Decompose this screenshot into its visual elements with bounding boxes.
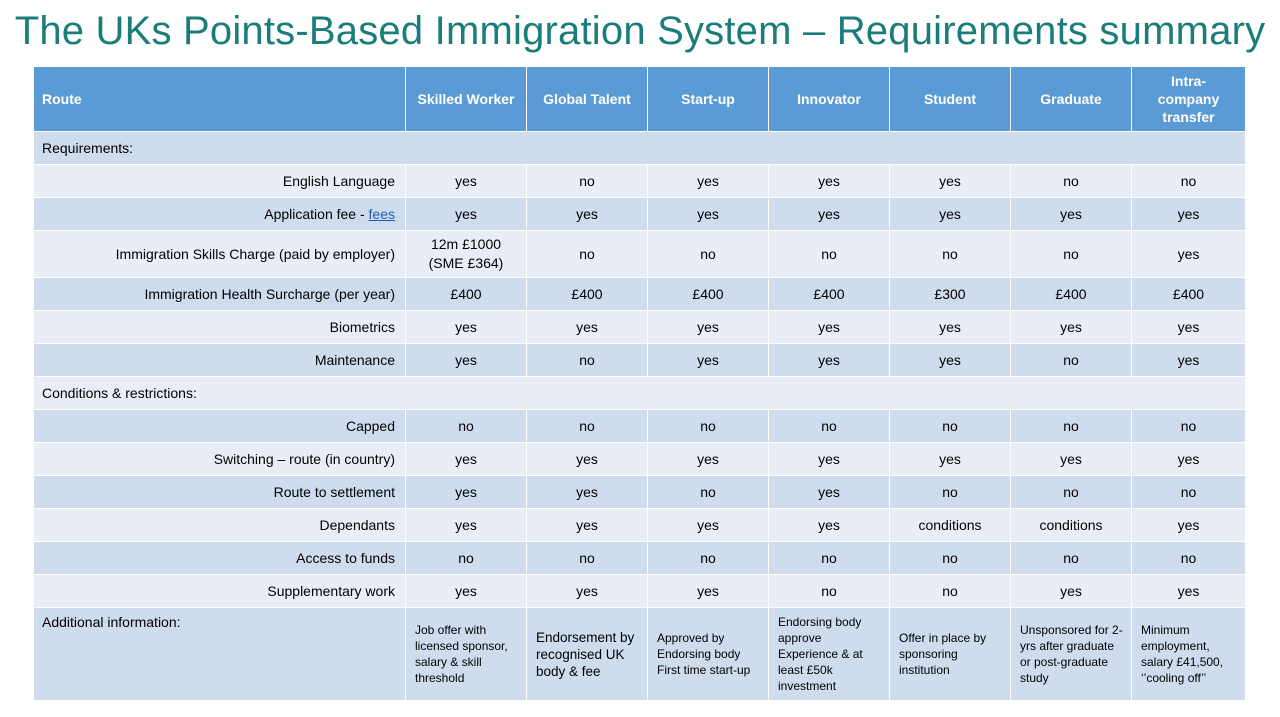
table-cell: yes bbox=[648, 198, 769, 231]
table-row-access-to-funds bbox=[34, 542, 1246, 575]
table-cell: no bbox=[527, 231, 648, 278]
row-label: Route to settlement bbox=[34, 476, 406, 509]
table-cell: yes bbox=[648, 509, 769, 542]
row-label: Capped bbox=[34, 410, 406, 443]
table-cell: yes bbox=[406, 344, 527, 377]
table-row-capped bbox=[34, 410, 1246, 443]
table-cell: yes bbox=[648, 165, 769, 198]
table-cell: no bbox=[769, 542, 890, 575]
row-label: Supplementary work bbox=[34, 575, 406, 608]
table-cell: yes bbox=[1132, 509, 1246, 542]
table-cell: yes bbox=[1132, 231, 1246, 278]
info-cell: Approved by Endorsing body First time start-up bbox=[648, 608, 769, 701]
cell-line: (SME £364) bbox=[428, 255, 504, 271]
table-cell: no bbox=[890, 542, 1011, 575]
table-cell: no bbox=[1132, 410, 1246, 443]
table-cell: yes bbox=[1011, 575, 1132, 608]
table-cell: yes bbox=[890, 344, 1011, 377]
table-cell: no bbox=[769, 231, 890, 278]
table-row-additional-information bbox=[34, 608, 1246, 701]
table-row-health-surcharge bbox=[34, 278, 1246, 311]
table-cell: no bbox=[1132, 476, 1246, 509]
table-row-immigration-skills-charge bbox=[34, 231, 1246, 278]
table-cell: yes bbox=[769, 476, 890, 509]
section-row-requirements bbox=[34, 132, 1246, 165]
table-cell: yes bbox=[527, 198, 648, 231]
table-cell: yes bbox=[769, 509, 890, 542]
table-cell: yes bbox=[527, 575, 648, 608]
section-title: Conditions & restrictions: bbox=[34, 377, 1246, 410]
table-cell: yes bbox=[527, 311, 648, 344]
row-label: Biometrics bbox=[34, 311, 406, 344]
table-cell: no bbox=[1132, 542, 1246, 575]
table-cell: yes bbox=[1011, 198, 1132, 231]
info-cell: Unsponsored for 2-yrs after graduate or post-graduate study bbox=[1011, 608, 1132, 701]
table-cell: yes bbox=[890, 443, 1011, 476]
table-cell: £400 bbox=[769, 278, 890, 311]
header-innovator: Innovator bbox=[769, 67, 890, 132]
row-label: English Language bbox=[34, 165, 406, 198]
section-title: Requirements: bbox=[34, 132, 1246, 165]
row-label: Switching – route (in country) bbox=[34, 443, 406, 476]
table-cell: yes bbox=[406, 165, 527, 198]
table-cell: yes bbox=[769, 198, 890, 231]
table-row-english-language bbox=[34, 165, 1246, 198]
table-cell: no bbox=[769, 410, 890, 443]
requirements-table bbox=[33, 66, 1246, 701]
table-cell: yes bbox=[406, 443, 527, 476]
table-cell: no bbox=[648, 410, 769, 443]
table-cell: yes bbox=[406, 311, 527, 344]
table-cell: no bbox=[890, 476, 1011, 509]
info-cell: Endorsing body approve Experience & at least £50k investment bbox=[769, 608, 890, 701]
table-row-switching bbox=[34, 443, 1246, 476]
table-cell: conditions bbox=[890, 509, 1011, 542]
table-cell: yes bbox=[890, 311, 1011, 344]
table-cell: yes bbox=[406, 575, 527, 608]
table-cell: yes bbox=[1011, 311, 1132, 344]
table-row-route-to-settlement bbox=[34, 476, 1246, 509]
table-cell: no bbox=[648, 231, 769, 278]
info-cell: Job offer with licensed sponsor, salary & skill threshold bbox=[406, 608, 527, 701]
row-label: Immigration Health Surcharge (per year) bbox=[34, 278, 406, 311]
table-cell: yes bbox=[527, 509, 648, 542]
table-cell: £400 bbox=[1132, 278, 1246, 311]
table-cell: no bbox=[1011, 542, 1132, 575]
table-cell: yes bbox=[1132, 311, 1246, 344]
table-cell: no bbox=[527, 542, 648, 575]
table-cell: yes bbox=[648, 311, 769, 344]
table-cell: no bbox=[890, 410, 1011, 443]
table-cell: yes bbox=[769, 311, 890, 344]
table-row-biometrics bbox=[34, 311, 1246, 344]
table-cell bbox=[406, 231, 527, 278]
info-cell: Endorsement by recognised UK body & fee bbox=[527, 608, 648, 701]
table-cell: no bbox=[1011, 410, 1132, 443]
table-cell: yes bbox=[1132, 344, 1246, 377]
table-cell: yes bbox=[1132, 443, 1246, 476]
table-cell: yes bbox=[406, 198, 527, 231]
header-graduate: Graduate bbox=[1011, 67, 1132, 132]
table-cell: yes bbox=[769, 165, 890, 198]
header-global-talent: Global Talent bbox=[527, 67, 648, 132]
row-label: Access to funds bbox=[34, 542, 406, 575]
table-cell: no bbox=[1011, 231, 1132, 278]
table-cell: yes bbox=[769, 344, 890, 377]
row-label: Immigration Skills Charge (paid by employer) bbox=[34, 231, 406, 278]
info-cell: Minimum employment, salary £41,500, ‘’cooling off’’ bbox=[1132, 608, 1246, 701]
table-cell: £400 bbox=[1011, 278, 1132, 311]
table-cell: yes bbox=[1132, 198, 1246, 231]
cell-line: 12m £1000 bbox=[430, 236, 502, 252]
header-student: Student bbox=[890, 67, 1011, 132]
table-cell: yes bbox=[406, 509, 527, 542]
table-cell: yes bbox=[769, 443, 890, 476]
section-title: Additional information: bbox=[34, 608, 406, 701]
table-cell: no bbox=[527, 410, 648, 443]
table-cell: no bbox=[527, 344, 648, 377]
table-cell: no bbox=[890, 575, 1011, 608]
table-cell: no bbox=[527, 165, 648, 198]
fees-link[interactable]: fees bbox=[368, 206, 395, 222]
header-row bbox=[34, 67, 1246, 132]
table-cell: no bbox=[1011, 476, 1132, 509]
table-cell: £300 bbox=[890, 278, 1011, 311]
table-cell: yes bbox=[406, 476, 527, 509]
table-cell: no bbox=[648, 476, 769, 509]
row-label: Dependants bbox=[34, 509, 406, 542]
row-label: Maintenance bbox=[34, 344, 406, 377]
table-cell: yes bbox=[648, 443, 769, 476]
row-label bbox=[34, 198, 406, 231]
table-cell: yes bbox=[648, 575, 769, 608]
table-row-application-fee bbox=[34, 198, 1246, 231]
table-cell: yes bbox=[1132, 575, 1246, 608]
page-title: The UKs Points-Based Immigration System – Requirements summary bbox=[14, 9, 1266, 53]
table-row-dependants bbox=[34, 509, 1246, 542]
table-cell: conditions bbox=[1011, 509, 1132, 542]
table-cell: yes bbox=[890, 198, 1011, 231]
table-cell: no bbox=[890, 231, 1011, 278]
table-cell: no bbox=[406, 410, 527, 443]
table-cell: no bbox=[648, 542, 769, 575]
table-cell: no bbox=[1011, 344, 1132, 377]
table-cell: yes bbox=[527, 476, 648, 509]
info-cell: Offer in place by sponsoring institution bbox=[890, 608, 1011, 701]
table-row-supplementary-work bbox=[34, 575, 1246, 608]
table-cell: no bbox=[769, 575, 890, 608]
table-cell: yes bbox=[648, 344, 769, 377]
table-cell: no bbox=[1132, 165, 1246, 198]
table-cell: £400 bbox=[527, 278, 648, 311]
header-start-up: Start-up bbox=[648, 67, 769, 132]
table-cell: no bbox=[1011, 165, 1132, 198]
table-cell: yes bbox=[890, 165, 1011, 198]
row-label-text: Application fee - bbox=[264, 206, 369, 222]
section-row-conditions bbox=[34, 377, 1246, 410]
table-cell: yes bbox=[1011, 443, 1132, 476]
table-cell: £400 bbox=[406, 278, 527, 311]
header-route: Route bbox=[34, 67, 406, 132]
header-skilled-worker: Skilled Worker bbox=[406, 67, 527, 132]
table-cell: £400 bbox=[648, 278, 769, 311]
table-cell: yes bbox=[527, 443, 648, 476]
header-intra-company-transfer: Intra-company transfer bbox=[1132, 67, 1246, 132]
table-cell: no bbox=[406, 542, 527, 575]
table-row-maintenance bbox=[34, 344, 1246, 377]
